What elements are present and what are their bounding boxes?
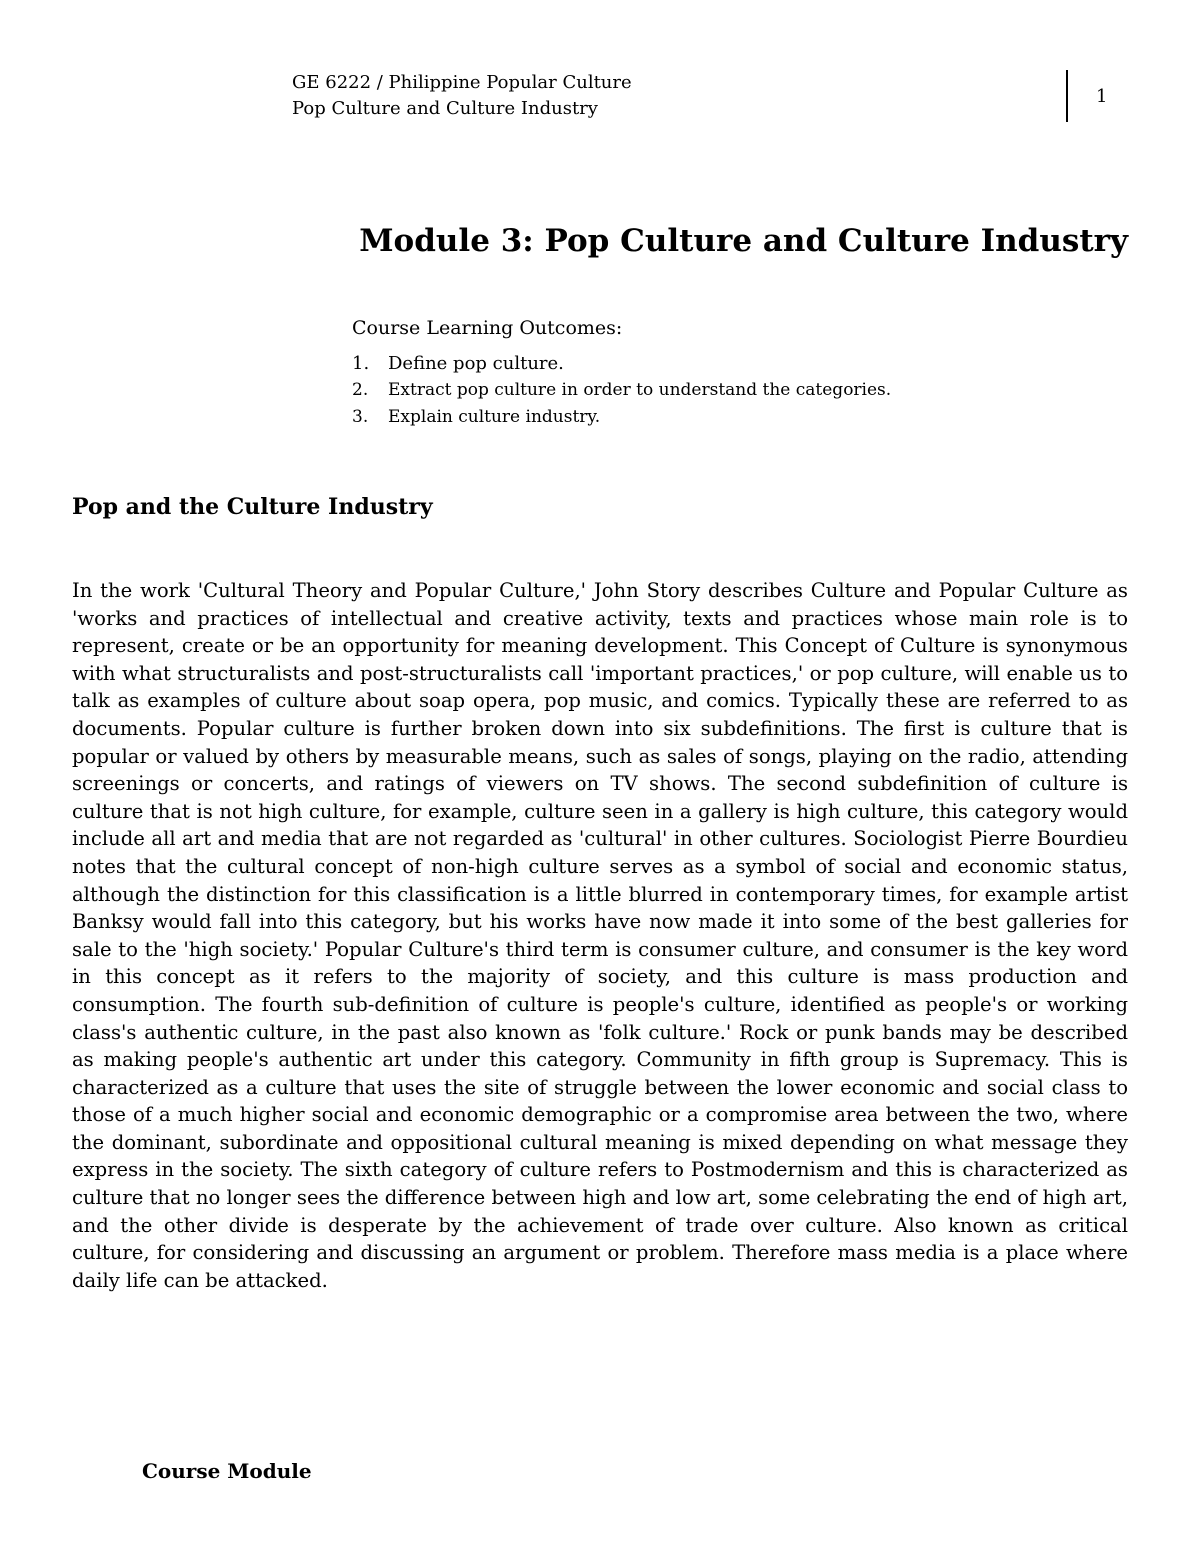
footer-label: Course Module [142,1459,312,1483]
outcome-item [352,404,1112,431]
outcome-item [352,377,1112,404]
outcome-text: Define pop culture. [388,353,564,374]
header-module-title: Pop Culture and Culture Industry [292,98,598,119]
outcome-text: Extract pop culture in order to understand the categories. [388,380,892,400]
outcome-number: 3. [352,407,369,427]
outcome-number: 1. [352,353,370,374]
section-heading: Pop and the Culture Industry [72,494,433,520]
outcomes-heading: Course Learning Outcomes: [352,317,623,339]
page-number: 1 [1096,86,1108,107]
outcome-text: Explain culture industry. [388,407,601,427]
learning-outcomes [352,314,1112,431]
running-header [292,70,632,122]
module-title: Module 3: Pop Culture and Culture Industry [359,223,1128,259]
body-paragraph: In the work 'Cultural Theory and Popular Culture,' John Story describes Culture and Popular Culture as 'works and practices of intellectual and creative activity, texts and practices whose main role is to represent, create or be an opportunity for meaning development. This Concept of Culture is synonymous with what structuralists and post-structuralists call 'important practices,' or pop culture, will enable us to talk as examples of culture about soap opera, pop music, and comics. Typically these are referred to as documents. Popular culture is further broken down into six subdefinitions. The first is culture that is popular or valued by others by measurable means, such as sales of songs, playing on the radio, attending screenings or concerts, and ratings of viewers on TV shows. The second subdefinition of culture is culture that is not high culture, for example, culture seen in a gallery is high culture, this category would include all art and media that are not regarded as 'cultural' in other cultures. Sociologist Pierre Bourdieu notes that the cultural concept of non-high culture serves as a symbol of social and economic status, although the distinction for this classification is a little blurred in contemporary times, for example artist Banksy would fall into this category, but his works have now made it into some of the best galleries for sale to the 'high society.' Popular Culture's third term is consumer culture, and consumer is the key word in this concept as it refers to the majority of society, and this culture is mass production and consumption. The fourth sub-definition of culture is people's culture, identified as people's or working class's authentic culture, in the past also known as 'folk culture.' Rock or punk bands may be described as making people's authentic art under this category. Community in fifth group is Supremacy. This is characterized as a culture that uses the site of struggle between the lower economic and social class to those of a much higher social and economic demographic or a compromise area between the two, where the dominant, subordinate and oppositional cultural meaning is mixed depending on what message they express in the society. The sixth category of culture refers to Postmodernism and this is characterized as culture that no longer sees the difference between high and low art, some celebrating the end of high art, and the other divide is desperate by the achievement of trade over culture. Also known as critical culture, for considering and discussing an argument or problem. Therefore mass media is a place where daily life can be attacked. [72,579,1128,1292]
outcome-number: 2. [352,380,369,400]
header-divider [1066,70,1068,122]
header-course-title: GE 6222 / Philippine Popular Culture [292,72,632,93]
outcome-item [352,350,1112,377]
